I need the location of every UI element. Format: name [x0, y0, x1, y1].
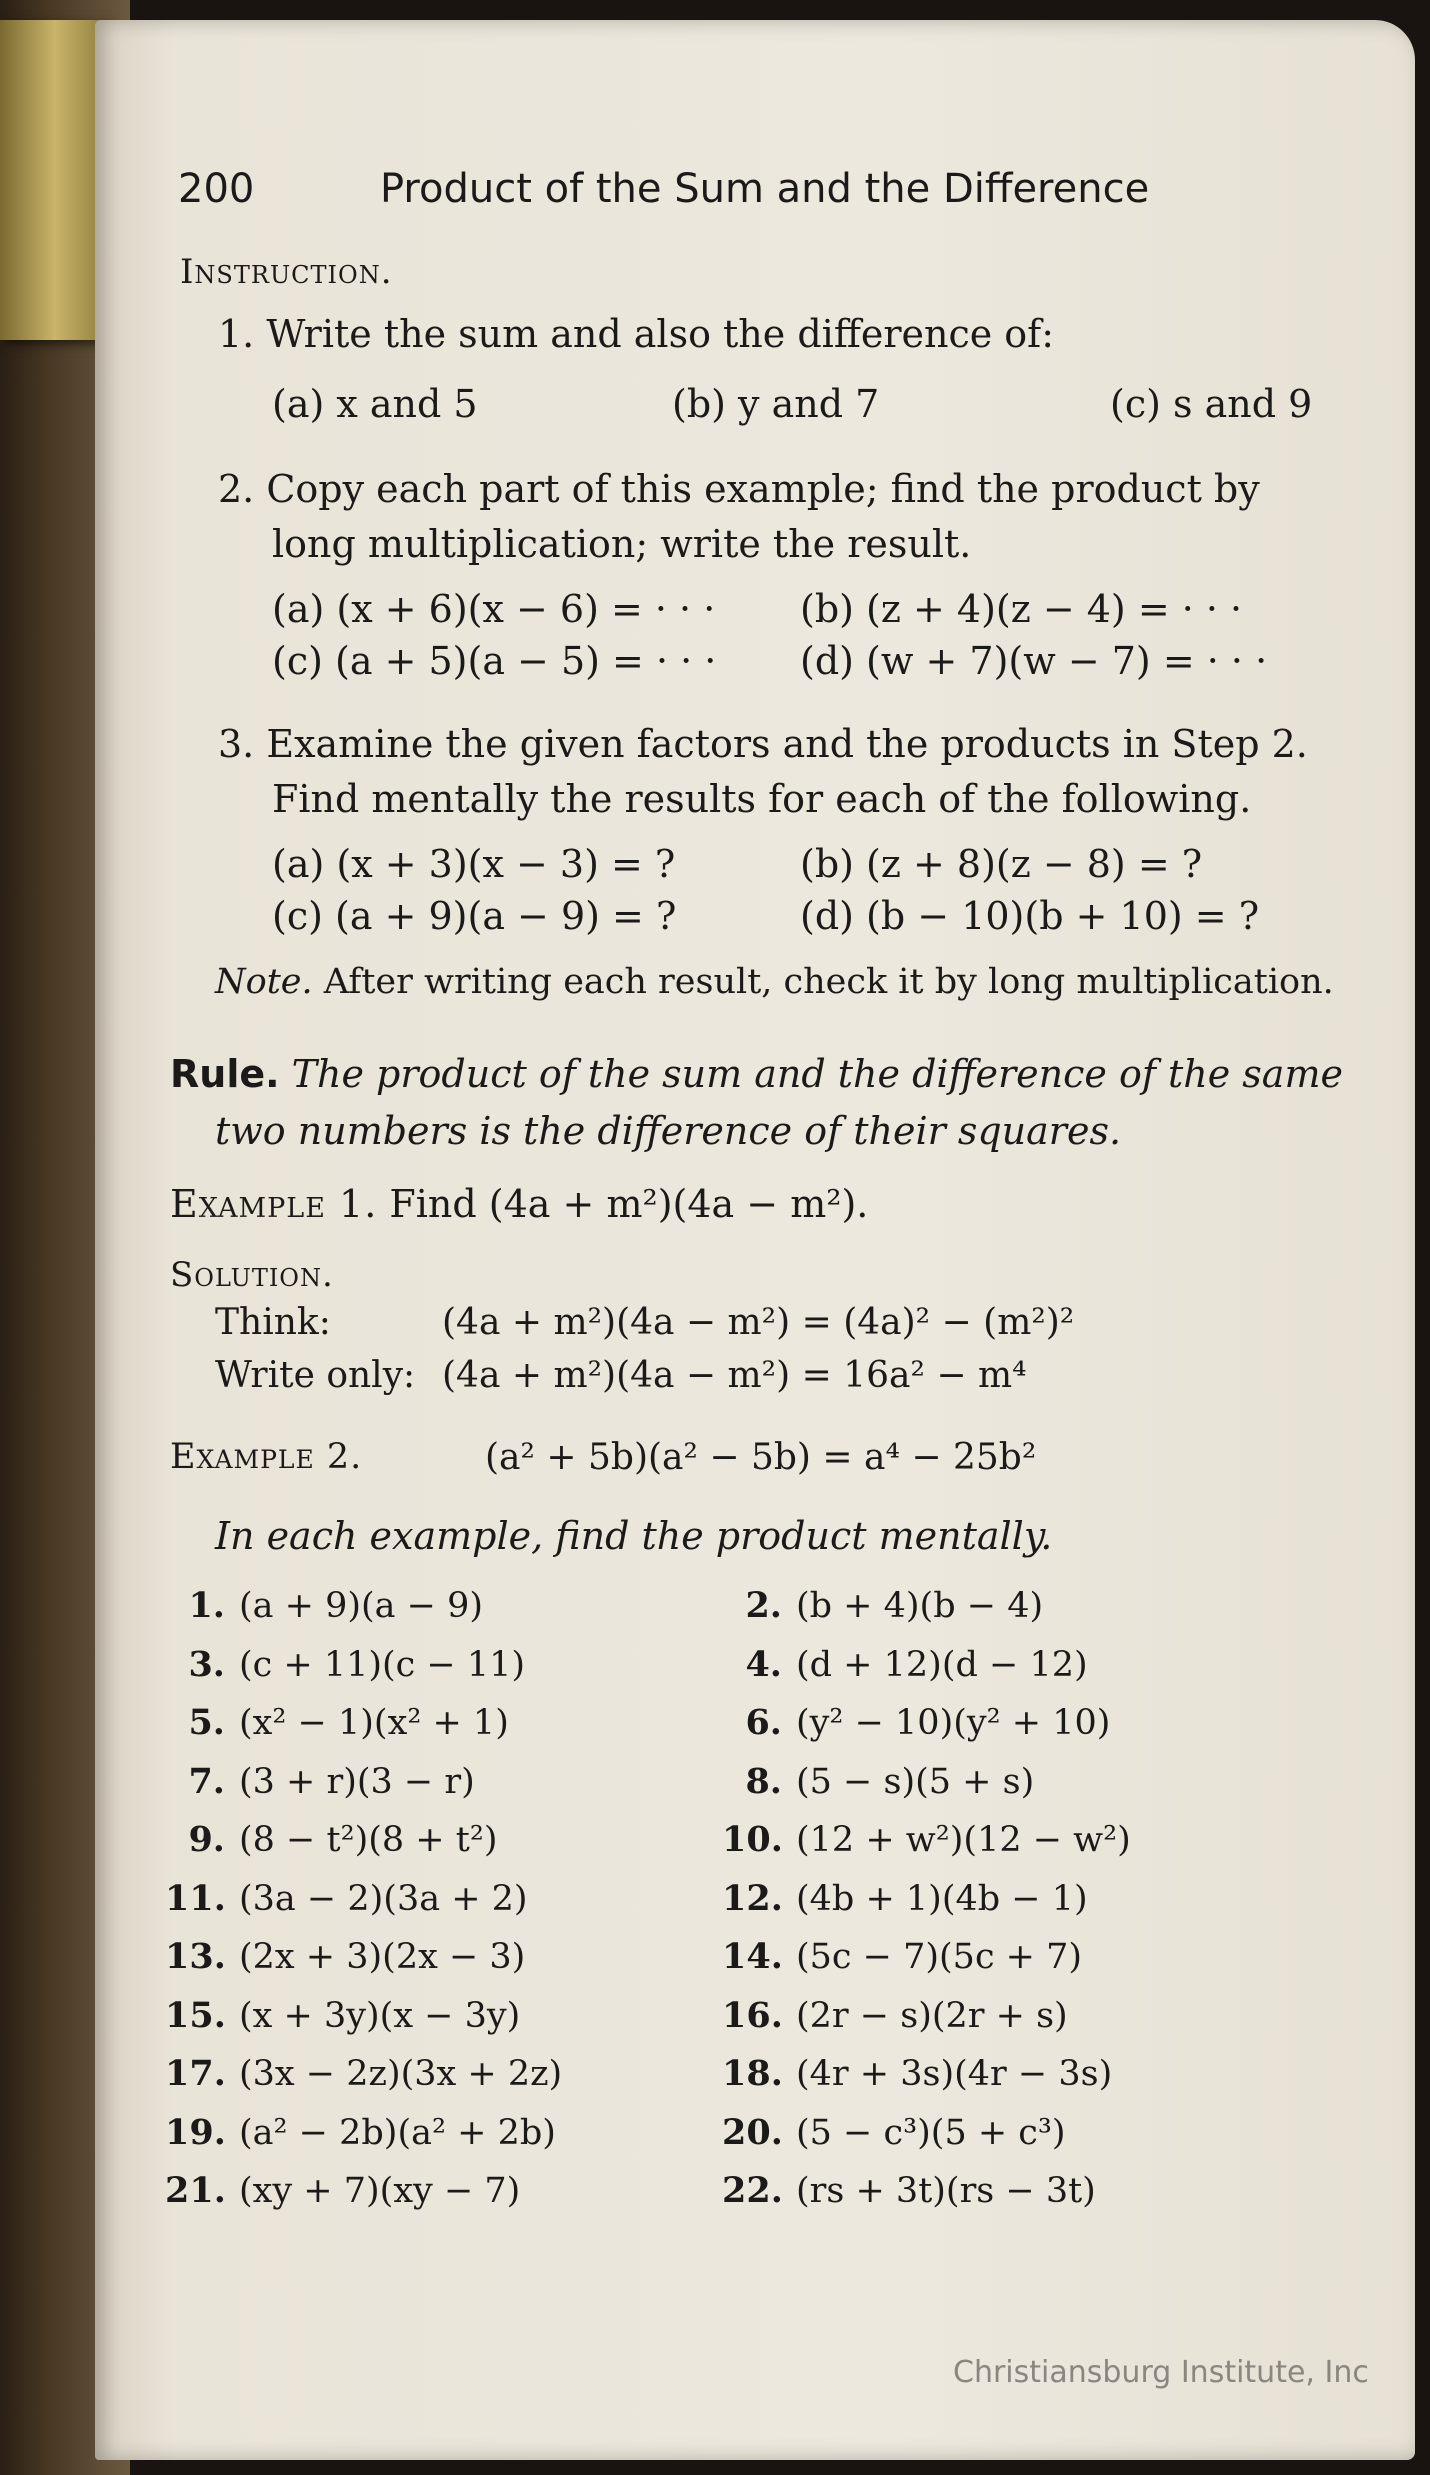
step2-part-c: (c) (a + 5)(a − 5) = · · ·: [272, 639, 717, 683]
exercise-number: 18.: [722, 2053, 783, 2094]
exercise-item: [722, 1760, 1035, 1802]
step2-part-d: (d) (w + 7)(w − 7) = · · ·: [800, 639, 1268, 683]
exercise-item: [165, 1994, 521, 2036]
exercise-expression: (c + 11)(c − 11): [239, 1644, 526, 1685]
exercise-item: [165, 1936, 526, 1977]
exercise-number: 19.: [165, 2111, 226, 2153]
step1-text: 1. Write the sum and also the difference of:: [218, 312, 1055, 356]
write-expression: (4a + m²)(4a − m²) = 16a² − m⁴: [442, 1355, 1027, 1396]
rule-text-2: two numbers is the difference of their squares.: [215, 1109, 1122, 1153]
exercise-item: [165, 2053, 563, 2094]
exercise-expression: (2r − s)(2r + s): [796, 1995, 1068, 2036]
example2-expression: (a² + 5b)(a² − 5b) = a⁴ − 25b²: [485, 1437, 1037, 1478]
exercise-item: [165, 1819, 498, 1860]
exercise-item: [722, 2111, 1066, 2153]
exercise-expression: (5 − s)(5 + s): [796, 1761, 1035, 1802]
exercise-number: 11.: [165, 1877, 226, 1919]
rule-label: Rule.: [170, 1052, 280, 1096]
instruction-heading: Instruction.: [180, 252, 393, 292]
example1-text: Find (4a + m²)(4a − m²).: [389, 1182, 869, 1226]
exercise-number: 6.: [745, 1702, 782, 1743]
exercise-expression: (a² − 2b)(a² + 2b): [239, 2112, 556, 2153]
step3-line2: Find mentally the results for each of the following.: [272, 777, 1252, 821]
page-title: Product of the Sum and the Difference: [380, 166, 1150, 212]
step3-line1: 3. Examine the given factors and the products in Step 2.: [218, 722, 1308, 766]
exercise-expression: (4b + 1)(4b − 1): [796, 1878, 1088, 1919]
step1-option-b: (b) y and 7: [672, 382, 880, 426]
exercise-item: [165, 1877, 528, 1919]
think-label: Think:: [215, 1302, 331, 1343]
exercise-expression: (a + 9)(a − 9): [239, 1586, 484, 1626]
exercise-item: [722, 1877, 1088, 1919]
exercise-number: 7.: [188, 1760, 225, 1802]
rule-text-1: The product of the sum and the difference of the same: [291, 1052, 1343, 1096]
solution-label: Solution.: [170, 1255, 334, 1295]
exercise-number: 8.: [745, 1760, 782, 1802]
step1-option-c: (c) s and 9: [1110, 382, 1313, 426]
think-expression: (4a + m²)(4a − m²) = (4a)² − (m²)²: [442, 1302, 1075, 1343]
exercise-expression: (d + 12)(d − 12): [796, 1644, 1088, 1685]
exercise-item: [165, 1760, 475, 1802]
exercise-expression: (4r + 3s)(4r − 3s): [796, 2054, 1113, 2094]
exercise-item: [722, 1994, 1068, 2036]
exercise-number: 12.: [722, 1877, 783, 1919]
note-label: Note.: [215, 962, 313, 1002]
exercise-item: [722, 2053, 1113, 2094]
exercise-number: 21.: [165, 2170, 226, 2211]
exercise-number: 4.: [745, 1643, 782, 1685]
exercise-item: [165, 1702, 509, 1743]
exercise-expression: (3 + r)(3 − r): [239, 1761, 475, 1802]
exercise-number: 14.: [722, 1936, 783, 1977]
exercise-number: 15.: [165, 1994, 226, 2036]
exercise-number: 9.: [188, 1819, 225, 1860]
step2-line2: long multiplication; write the result.: [272, 522, 972, 566]
step2-part-a: (a) (x + 6)(x − 6) = · · ·: [272, 587, 716, 631]
bookmark-tab: [0, 20, 110, 340]
exercise-number: 20.: [722, 2111, 783, 2153]
exercise-number: 22.: [722, 2170, 783, 2211]
exercise-expression: (rs + 3t)(rs − 3t): [796, 2171, 1096, 2211]
exercise-item: [722, 1819, 1131, 1860]
exercise-number: 2.: [745, 1585, 782, 1626]
step2-line1: 2. Copy each part of this example; find the product by: [218, 467, 1260, 511]
note: [215, 962, 1334, 1002]
example2-label: Example 2.: [170, 1437, 363, 1477]
example1-label: Example 1.: [170, 1182, 378, 1226]
rule-line1: [170, 1052, 1343, 1096]
page-number: 200: [178, 166, 255, 212]
exercise-expression: (12 + w²)(12 − w²): [796, 1820, 1131, 1860]
exercise-number: 10.: [722, 1819, 783, 1860]
exercise-item: [165, 1643, 526, 1685]
step1-option-a: (a) x and 5: [272, 382, 478, 426]
exercise-number: 17.: [165, 2053, 226, 2094]
exercise-number: 13.: [165, 1936, 226, 1977]
step3-part-a: (a) (x + 3)(x − 3) = ?: [272, 842, 676, 886]
exercise-expression: (5 − c³)(5 + c³): [796, 2112, 1066, 2153]
exercise-item: [722, 1585, 1044, 1626]
step2-part-b: (b) (z + 4)(z − 4) = · · ·: [800, 587, 1243, 631]
exercise-expression: (3x − 2z)(3x + 2z): [239, 2054, 563, 2094]
exercise-expression: (x + 3y)(x − 3y): [239, 1995, 521, 2036]
note-text: After writing each result, check it by long multiplication.: [323, 962, 1334, 1002]
exercise-expression: (y² − 10)(y² + 10): [796, 1703, 1111, 1743]
exercise-item: [165, 2170, 521, 2211]
example1: [170, 1182, 869, 1226]
exercise-item: [722, 1643, 1088, 1685]
exercise-expression: (8 − t²)(8 + t²): [239, 1820, 498, 1860]
exercise-number: 3.: [188, 1643, 225, 1685]
write-label: Write only:: [215, 1355, 416, 1396]
exercise-item: [722, 2170, 1096, 2211]
exercise-expression: (3a − 2)(3a + 2): [239, 1878, 528, 1919]
step3-part-d: (d) (b − 10)(b + 10) = ?: [800, 894, 1260, 938]
step3-part-c: (c) (a + 9)(a − 9) = ?: [272, 894, 677, 938]
exercise-expression: (xy + 7)(xy − 7): [239, 2171, 521, 2211]
exercise-expression: (x² − 1)(x² + 1): [239, 1703, 509, 1743]
exercise-expression: (5c − 7)(5c + 7): [796, 1937, 1083, 1977]
exercise-item: [722, 1702, 1111, 1743]
watermark: Christiansburg Institute, Inc: [953, 2355, 1369, 2390]
exercise-heading: In each example, find the product mentally.: [215, 1514, 1053, 1558]
exercise-item: [165, 1585, 484, 1626]
exercise-item: [722, 1936, 1083, 1977]
exercise-expression: (b + 4)(b − 4): [796, 1586, 1044, 1626]
exercise-number: 1.: [188, 1585, 225, 1626]
exercise-expression: (2x + 3)(2x − 3): [239, 1937, 526, 1977]
exercise-number: 16.: [722, 1994, 783, 2036]
step3-part-b: (b) (z + 8)(z − 8) = ?: [800, 842, 1203, 886]
exercise-item: [165, 2111, 556, 2153]
exercise-number: 5.: [188, 1702, 225, 1743]
